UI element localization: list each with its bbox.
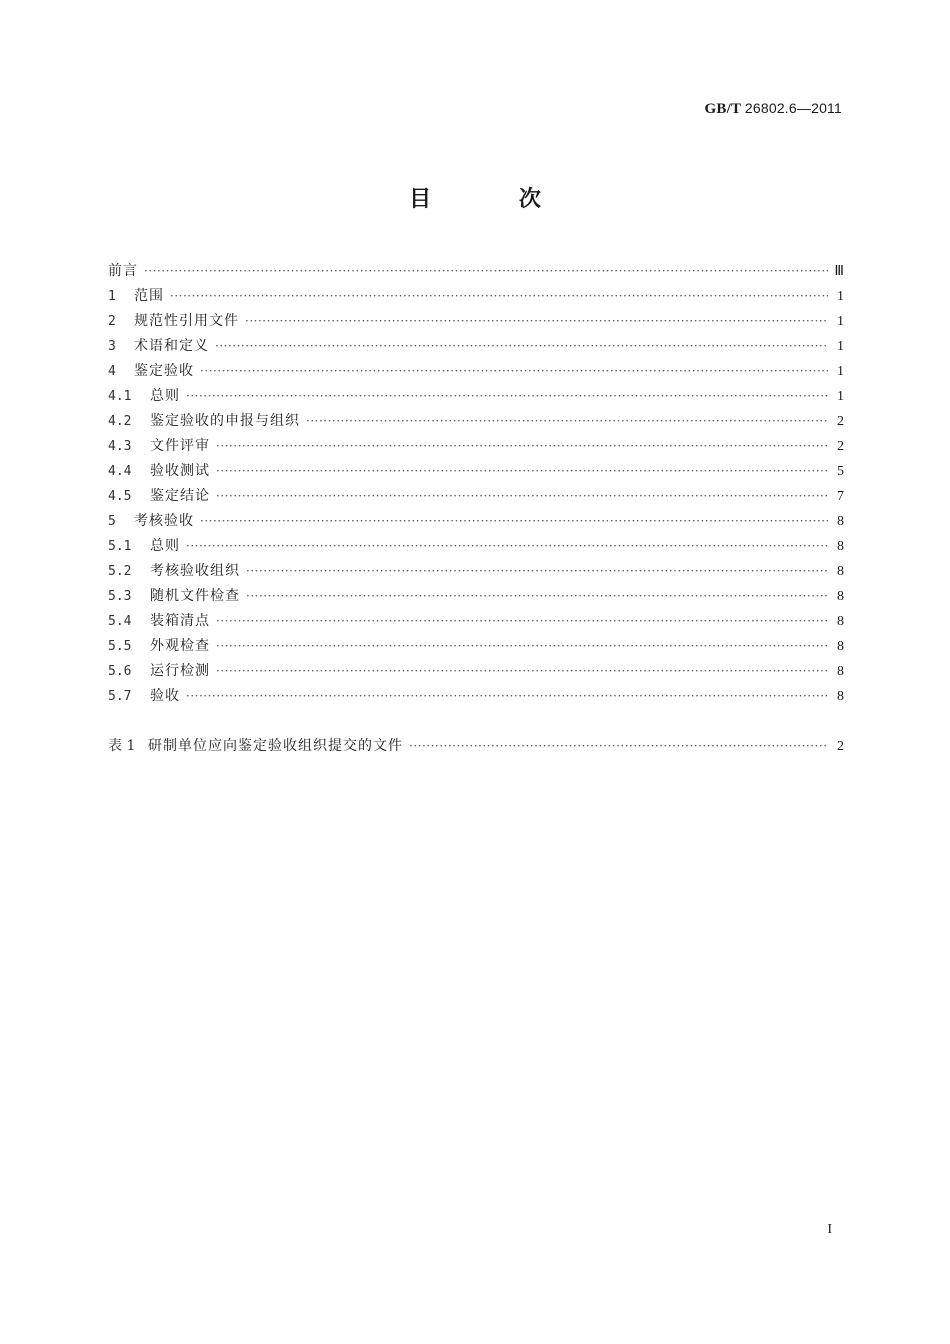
dot-leader xyxy=(216,659,828,684)
page-title: 目 次 xyxy=(409,187,581,212)
toc-entry-title: 鉴定验收 xyxy=(134,363,194,379)
toc-entry-page: 8 xyxy=(837,639,844,654)
toc-entry[interactable] xyxy=(108,559,844,584)
toc-entry-number: 5.4 xyxy=(108,614,132,629)
toc-entry[interactable] xyxy=(108,659,844,684)
standard-code xyxy=(705,100,842,118)
toc-entry-page: 1 xyxy=(837,364,844,379)
toc-entry-number: 2 xyxy=(108,314,116,329)
toc-entry-page: 8 xyxy=(837,539,844,554)
toc-entry[interactable] xyxy=(108,309,844,334)
toc-entry-page: 2 xyxy=(837,439,844,454)
toc-entry-title: 鉴定结论 xyxy=(150,488,210,504)
dot-leader xyxy=(170,284,828,309)
dot-leader xyxy=(216,484,828,509)
dot-leader xyxy=(200,359,828,384)
toc-entry[interactable] xyxy=(108,359,844,384)
toc-entry-title: 考核验收 xyxy=(134,513,194,529)
toc-entry[interactable] xyxy=(108,409,844,434)
dot-leader xyxy=(306,409,828,434)
toc-entry-page: 1 xyxy=(837,314,844,329)
toc-entry[interactable] xyxy=(108,284,844,309)
dot-leader xyxy=(186,384,828,409)
toc-entry-number: 4 xyxy=(108,364,116,379)
toc-entry-page: 2 xyxy=(837,414,844,429)
toc-entry-number: 4.1 xyxy=(108,389,132,404)
toc-entry[interactable] xyxy=(108,734,844,759)
toc-entry-number: 5.5 xyxy=(108,639,132,654)
toc-entry-number: 3 xyxy=(108,339,116,354)
standard-prefix: GB/T xyxy=(704,101,741,117)
toc-entry-title: 总则 xyxy=(150,538,180,554)
toc-entry[interactable] xyxy=(108,259,844,284)
dot-leader xyxy=(246,559,828,584)
toc-entry-title: 考核验收组织 xyxy=(150,563,240,579)
toc-entry-title: 研制单位应向鉴定验收组织提交的文件 xyxy=(148,738,403,754)
toc-entry-number: 5.1 xyxy=(108,539,132,554)
toc-entry[interactable] xyxy=(108,334,844,359)
toc-entry-title: 术语和定义 xyxy=(134,338,209,354)
toc-entry-title: 验收 xyxy=(150,688,180,704)
dot-leader xyxy=(409,734,828,759)
toc-entry-number: 4.2 xyxy=(108,414,132,429)
toc-entry-number: 5.3 xyxy=(108,589,132,604)
toc-entry-page: 8 xyxy=(837,689,844,704)
dot-leader xyxy=(216,609,828,634)
dot-leader xyxy=(144,259,828,284)
toc-entry-title: 总则 xyxy=(150,388,180,404)
standard-number: 26802.6—2011 xyxy=(744,100,842,116)
toc-entries xyxy=(108,259,844,709)
toc-entry-number: 5.6 xyxy=(108,664,132,679)
toc-entry[interactable] xyxy=(108,509,844,534)
toc-table-entries xyxy=(108,734,844,759)
toc-entry-page: 1 xyxy=(837,289,844,304)
toc-entry-title: 验收测试 xyxy=(150,463,210,479)
toc-entry-page: 8 xyxy=(837,589,844,604)
toc-entry-page: 8 xyxy=(837,664,844,679)
toc-entry-page: 8 xyxy=(837,614,844,629)
toc-entry-page: 7 xyxy=(837,489,844,504)
toc-entry-title: 装箱清点 xyxy=(150,613,210,629)
dot-leader xyxy=(186,684,828,709)
toc-entry-number: 4.3 xyxy=(108,439,132,454)
toc-entry-page: Ⅲ xyxy=(834,264,844,279)
toc-entry-page: 8 xyxy=(837,514,844,529)
toc-entry[interactable] xyxy=(108,484,844,509)
toc-entry[interactable] xyxy=(108,634,844,659)
dot-leader xyxy=(200,509,828,534)
toc-entry-title: 范围 xyxy=(134,288,164,304)
toc-entry[interactable] xyxy=(108,459,844,484)
toc-entry-title: 外观检查 xyxy=(150,638,210,654)
dot-leader xyxy=(216,634,828,659)
toc-entry[interactable] xyxy=(108,384,844,409)
toc-entry[interactable] xyxy=(108,534,844,559)
toc-entry-number: 4.5 xyxy=(108,489,132,504)
toc-entry-number: 表 1 xyxy=(108,738,136,754)
dot-leader xyxy=(215,334,828,359)
table-of-contents xyxy=(108,259,844,759)
toc-entry-title: 鉴定验收的申报与组织 xyxy=(150,413,300,429)
toc-entry-title: 前言 xyxy=(108,263,138,279)
toc-entry-title: 文件评审 xyxy=(150,438,210,454)
dot-leader xyxy=(186,534,828,559)
dot-leader xyxy=(216,434,828,459)
page-number: I xyxy=(827,1222,832,1237)
toc-entry-page: 8 xyxy=(837,564,844,579)
toc-entry-page: 1 xyxy=(837,389,844,404)
dot-leader xyxy=(246,584,828,609)
toc-entry-number: 5 xyxy=(108,514,116,529)
toc-entry-page: 2 xyxy=(837,739,844,754)
toc-entry[interactable] xyxy=(108,434,844,459)
toc-entry-number: 4.4 xyxy=(108,464,132,479)
toc-entry[interactable] xyxy=(108,609,844,634)
toc-entry-page: 1 xyxy=(837,339,844,354)
toc-entry-title: 规范性引用文件 xyxy=(134,313,239,329)
dot-leader xyxy=(216,459,828,484)
toc-entry-number: 5.2 xyxy=(108,564,132,579)
dot-leader xyxy=(245,309,828,334)
toc-entry-page: 5 xyxy=(837,464,844,479)
toc-entry-title: 运行检测 xyxy=(150,663,210,679)
toc-entry[interactable] xyxy=(108,584,844,609)
toc-entry-number: 5.7 xyxy=(108,689,132,704)
toc-entry[interactable] xyxy=(108,684,844,709)
toc-entry-title: 随机文件检查 xyxy=(150,588,240,604)
toc-entry-number: 1 xyxy=(108,289,116,304)
